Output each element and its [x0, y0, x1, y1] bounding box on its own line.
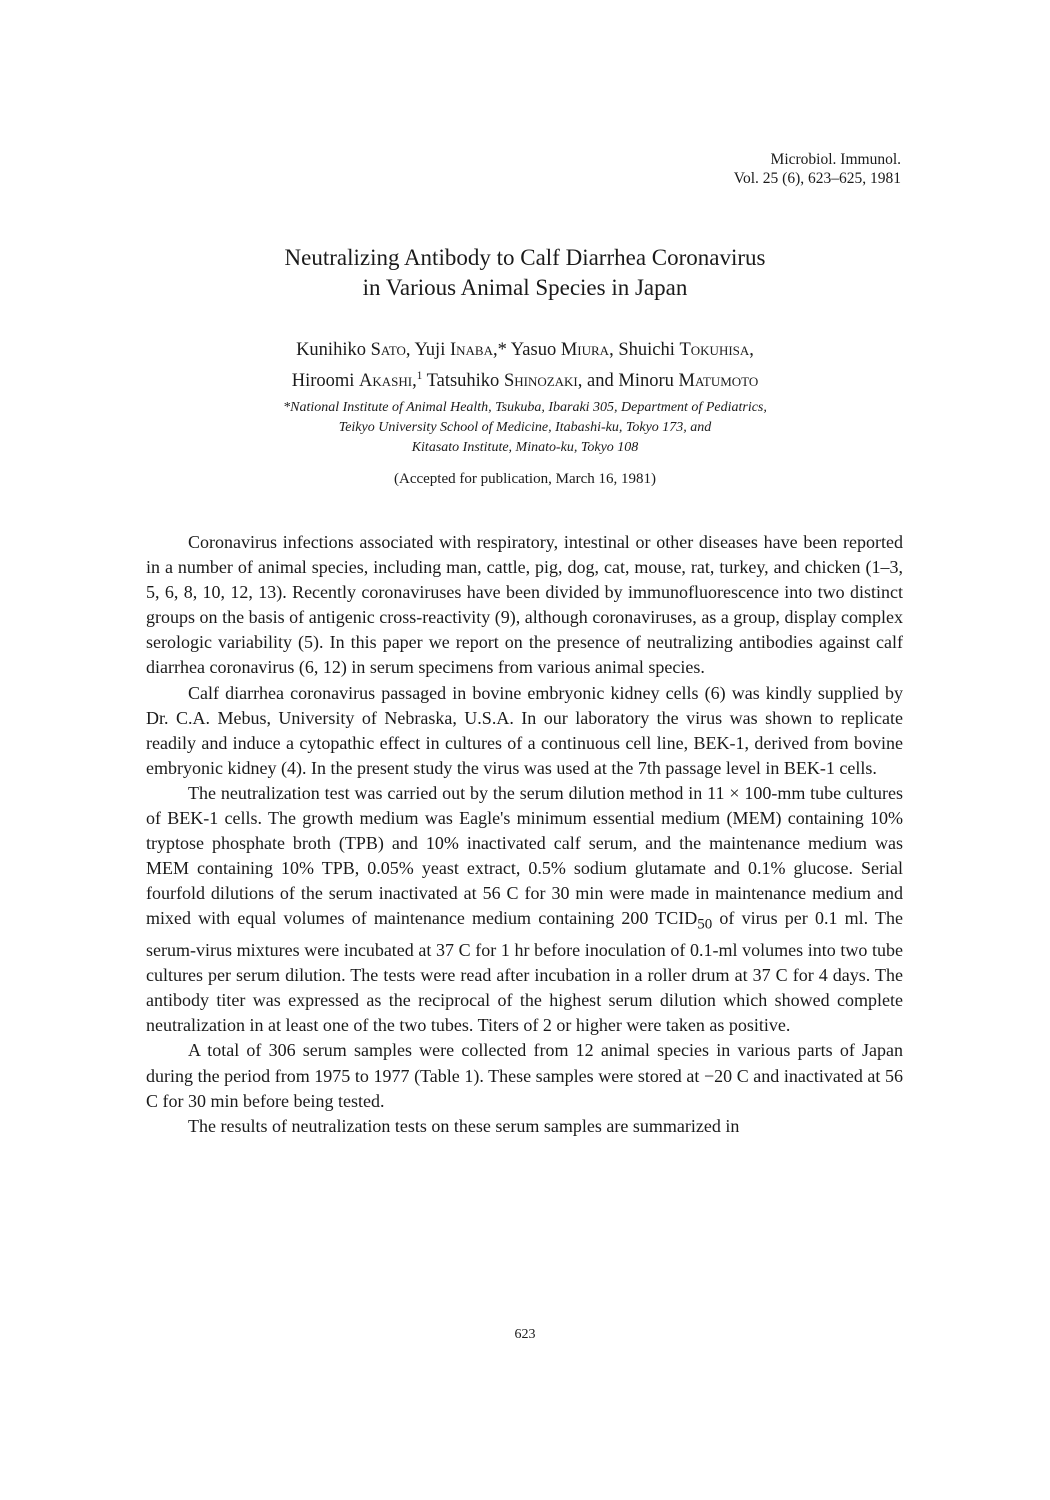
author-list	[0, 337, 1050, 394]
author-family: Tokuhisa	[679, 340, 750, 360]
journal-volume: Vol. 25 (6), 623–625, 1981	[733, 170, 901, 187]
paragraph-3-part-b: of virus per 0.1 ml. The serum-virus mixtures were incubated at 37 C for 1 hr before inoculation of 0.1-ml volumes into two tube cultures per serum dilution. The tests were read after incubation in a roller drum at 37 C for 4 days. The antibody titer was expressed as the reciprocal of the highest serum dilution which showed complete neutralization in at least one of the two tubes. Titers of 2 or higher were taken as positive.	[146, 908, 903, 1036]
acceptance-note: (Accepted for publication, March 16, 1981)	[394, 471, 656, 487]
affiliation-line-3: Kitasato Institute, Minato-ku, Tokyo 108	[411, 440, 639, 455]
author-mark: ,*	[492, 340, 511, 360]
affiliation-line-2: Teikyo University School of Medicine, Itabashi-ku, Tokyo 173, and	[338, 420, 712, 435]
author-given: Hiroomi	[291, 371, 360, 392]
tcid-subscript: 50	[697, 917, 713, 933]
author-line-2	[0, 363, 1050, 394]
author-given: Yasuo	[510, 340, 561, 360]
author-separator: , and	[577, 371, 619, 392]
author-family: Akashi	[359, 371, 413, 392]
journal-citation	[734, 150, 901, 188]
paragraph-3	[146, 781, 903, 1039]
author-line-1	[0, 337, 1050, 363]
title-line-2: in Various Animal Species in Japan	[362, 275, 688, 300]
page-number: 623	[514, 1327, 536, 1342]
affiliation-line-1: *National Institute of Animal Health, Tsukuba, Ibaraki 305, Department of Pediatrics,	[283, 400, 767, 415]
author-given: Minoru	[618, 371, 679, 392]
author-given: Yuji	[414, 340, 450, 360]
paragraph-5: The results of neutralization tests on these serum samples are summarized in	[188, 1115, 740, 1136]
author-family: Miura	[560, 340, 610, 360]
author-mark: ,	[412, 371, 417, 392]
body-text	[146, 530, 903, 1139]
author-family: Inaba	[449, 340, 493, 360]
author-separator: ,	[749, 340, 754, 360]
author-separator: ,	[405, 340, 415, 360]
author-family: Sato	[370, 340, 406, 360]
author-family: Shinozaki	[503, 371, 578, 392]
paragraph-1: Coronavirus infections associated with respiratory, intestinal or other diseases have been reported in a number of animal species, including man, cattle, pig, dog, cat, mouse, rat, turkey, and chicken (1–3, 5, 6, 8, 10, 12, 13). Recently coronaviruses have been divided by immunofluorescence into two distinct groups on the basis of antigenic cross-reactivity (9), although coronaviruses, as a group, display complex serologic variability (5). In this paper we report on the presence of neutralizing antibodies against calf diarrhea coronavirus (6, 12) in serum specimens from various animal species.	[146, 532, 903, 678]
author-family: Matumoto	[678, 371, 759, 392]
affiliation-superscript: 1	[416, 370, 423, 382]
author-given: Shuichi	[618, 340, 680, 360]
author-given: Kunihiko	[296, 340, 371, 360]
affiliations	[0, 398, 1050, 458]
author-given: Tatsuhiko	[422, 371, 504, 392]
paragraph-4: A total of 306 serum samples were collected from 12 animal species in various parts of Japan during the period from 1975 to 1977 (Table 1). These samples were stored at −20 C and inactivated at 56 C for 30 min before being tested.	[146, 1040, 903, 1111]
title-line-1: Neutralizing Antibody to Calf Diarrhea Coronavirus	[284, 245, 766, 270]
paper-title	[0, 243, 1050, 303]
journal-name: Microbiol. Immunol.	[770, 151, 901, 168]
paragraph-2: Calf diarrhea coronavirus passaged in bovine embryonic kidney cells (6) was kindly supplied by Dr. C.A. Mebus, University of Nebraska, U.S.A. In our laboratory the virus was shown to replicate readily and induce a cytopathic effect in cultures of a continuous cell line, BEK-1, derived from bovine embryonic kidney (4). In the present study the virus was used at the 7th passage level in BEK-1 cells.	[146, 682, 903, 778]
paragraph-3-part-a: The neutralization test was carried out by the serum dilution method in 11 × 100-mm tube cultures of BEK-1 cells. The growth medium was Eagle's minimum essential medium (MEM) containing 10% tryptose phosphate broth (TPB) and 10% inactivated calf serum, and the maintenance medium was MEM containing 10% TPB, 0.05% yeast extract, 0.5% sodium glutamate and 0.1% glucose. Serial fourfold dilutions of the serum inactivated at 56 C for 30 min were made in maintenance medium and mixed with equal volumes of maintenance medium containing 200 TCID	[146, 782, 903, 929]
author-separator: ,	[609, 340, 619, 360]
